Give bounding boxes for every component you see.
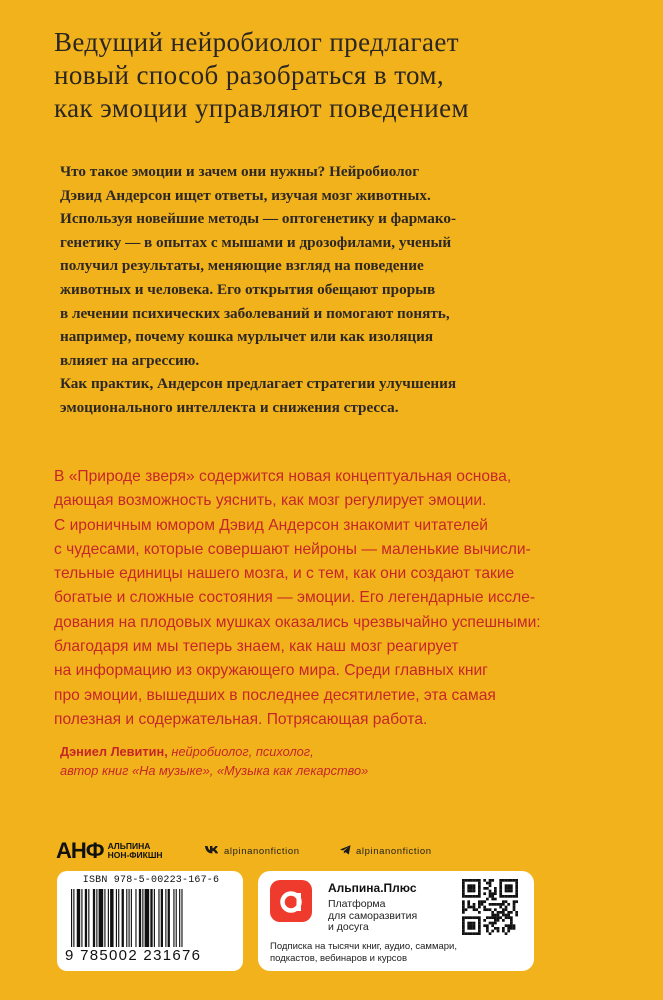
ad-title: Альпина.Плюс (328, 881, 417, 895)
isbn-barcode (57, 871, 243, 971)
ean-digits: 9 785002 231676 (65, 947, 202, 964)
publisher-logo (56, 837, 163, 865)
publisher-logo-text: АЛЬПИНА НОН-ФИКШН (107, 840, 163, 860)
barcode-bars (71, 889, 231, 947)
quote-author-books: автор книг «На музыке», «Музыка как лекарство» (60, 763, 369, 778)
book-description (60, 160, 620, 420)
quote-author: Дэниел Левитин, (60, 744, 168, 759)
ad-description: Подписка на тысячи книг, аудио, саммари, подкастов, вебинаров и курсов (270, 941, 457, 964)
alpina-plus-ad (258, 871, 534, 971)
isbn-number: ISBN 978-5-00223-167-6 (82, 875, 220, 886)
vk-handle: alpinanonfiction (224, 845, 300, 857)
qr-code[interactable] (462, 879, 518, 935)
description-paragraph-1: Что такое эмоции и зачем они нужны? Нейробиолог Дэвид Андерсон ищет ответы, изучая мозг животных. Используя новейшие методы — оптогенетику и фармако- генетику — в опытах с мышами и дрозофилами, ученый получил результаты, меняющие взгляд на поведение животных и человека. Его открытия обещают прорыв в лечении психических заболеваний и помогают понять, например, почему кошка мурлычет или как изоляция влияет на агрессию. (60, 163, 457, 369)
alpina-plus-app-icon (270, 880, 312, 922)
review-quote: В «Природе зверя» содержится новая концептуальная основа, дающая возможность уяснить, как мозг регулирует эмоции. С ироничным юмором Дэвид Андерсон знакомит читателей с чудесами, которые совершают нейроны — маленькие вычисли- тельные единицы нашего мозга, и с тем, как они создают такие богатые и сложные состояния — эмоции. Его легендарные иссле- дования на плодовых мушках оказались чрезвычайно успешными: благодаря им мы теперь знаем, как наш мозг реагирует на информацию из окружающего мира. Среди главных книг про эмоции, вышедших в последнее десятилетие, эта самая полезная и содержательная. Потрясающая работа. (54, 468, 541, 728)
publisher-logo-mark: АНФ (56, 838, 104, 863)
quote-author-role: нейробиолог, психолог, (167, 744, 314, 759)
back-cover-headline: Ведущий нейробиолог предлагает новый способ разобраться в том, как эмоции управляют поведением (54, 27, 469, 123)
description-paragraph-2: Как практик, Андерсон предлагает стратегии улучшения эмоционального интеллекта и снижения стресса. (60, 375, 457, 416)
quote-attribution (60, 742, 620, 780)
vk-link[interactable] (205, 845, 300, 857)
ad-subtitle: Платформа для саморазвития и досуга (328, 898, 418, 933)
telegram-handle: alpinanonfiction (356, 846, 432, 857)
telegram-link[interactable] (340, 845, 432, 858)
telegram-icon (340, 845, 351, 858)
vk-icon (205, 845, 219, 857)
